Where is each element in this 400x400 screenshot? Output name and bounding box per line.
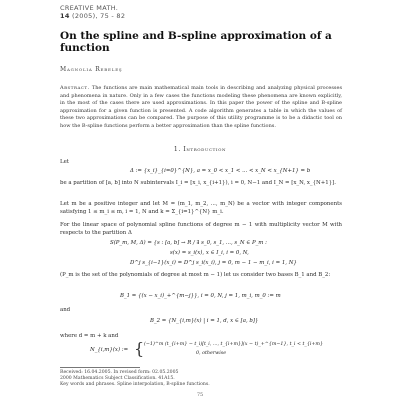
section-heading: 1. Introduction [173,146,227,153]
journal-volume-line [60,12,125,20]
journal-name: CREATIVE MATH. [60,4,119,12]
footnote-rule [60,367,140,368]
pm-note-text: (P_m is the set of the polynomials of degree at most m − 1) let us consider two bases B_1 and B_2: [60,272,331,278]
abstract-label: Abstract. [60,85,90,91]
linear-space-text: For the linear space of polynomial spline functions of degree m − 1 with multiplicity vector M with respects to the partition Δ [60,222,342,236]
equation-b1: B_1 = {(x − x_i)_+^{m−j}}, i = 0, N, j = 1, m_i, m_0 := m [120,293,281,299]
journal-volume: 14 [60,12,70,20]
equation-nim-left: N_{i,m}(x) := [90,347,129,353]
journal-year-pages: (2005), 75 - 82 [72,12,126,20]
equation-derivative: D^j s_{i−1}(x_i) = D^j s_i(x_i), j = 0, m − 1 − m_i, i = 1, N} [130,260,297,266]
let-text: Let [60,159,69,165]
equation-nim-case2: 0, otherwise [196,351,227,356]
equation-s-def: s(x) = s_i(x), x ∈ I_i, i = 0, N, [170,250,249,256]
page-number: 75 [196,392,204,398]
footnote-keywords: Key words and phrases. Spline interpolation, B-spline functions. [60,382,210,387]
vector-text: Let m be a positive integer and let M = (m_1, m_2, ..., m_N) be a vector with integer components satisfying 1 ≤ m_i ≤ m, i = 1, N and k = Σ_{i=1}^{N} m_i. [60,201,342,215]
equation-nim-case1: (−1)^m (t_{i+m} − t_i)[t_i, ..., t_{i+m}](x − t)_+^{m−1}, t_i < t_{i+m} [144,342,324,347]
equation-spline-space: S(P_m, M, Δ) = {s : [a, b] → R / ∃ s_0, s_1, ..., s_N ∈ P_m : [110,240,267,246]
partition-text: be a partition of [a, b] into N subintervals I_i = [x_i, x_{i+1}), i = 0, N−1 and I_N = [x_N, x_{N+1}]. [60,180,336,186]
footnote-msc: 2000 Mathematics Subject Classification. 41A15. [60,376,175,381]
abstract-text: The functions are main mathematical main tools in describing and analyzing physical processes and phenomena in nature. Only in a few cases the functions modeling these phenomena are known explicitly, in the most of the cases there are used approximations. In this paper the power of the spline and B-spline approximation for a given function is presented. A code algorithm generates a table in which the values of these two approximations can be compared. The purpose of this utility programme is to be a didactic tool on how the B-spline functions perform a better approximation than the spline functions. [60,85,343,129]
footnote-received: Received: 16.04.2005. In revised form: 02.05.2005 [60,370,179,375]
abstract [60,85,342,131]
left-brace-icon: { [134,339,145,358]
equation-b2: B_2 = {N_{i,m}(x) | i = 1, d, x ∈ [a, b]} [150,318,259,324]
author-name: Magnolia Rebeleş [60,66,123,73]
equation-delta: Δ := {x_i}_{i=0}^{N}, a = x_0 < x_1 < ... < x_N < x_{N+1} = b [130,168,311,174]
paper-title: On the spline and B-spline approximation of a function [60,30,332,54]
journal-header [60,4,125,20]
where-text: where d = m + k and [60,333,119,339]
and-text: and [60,307,71,313]
